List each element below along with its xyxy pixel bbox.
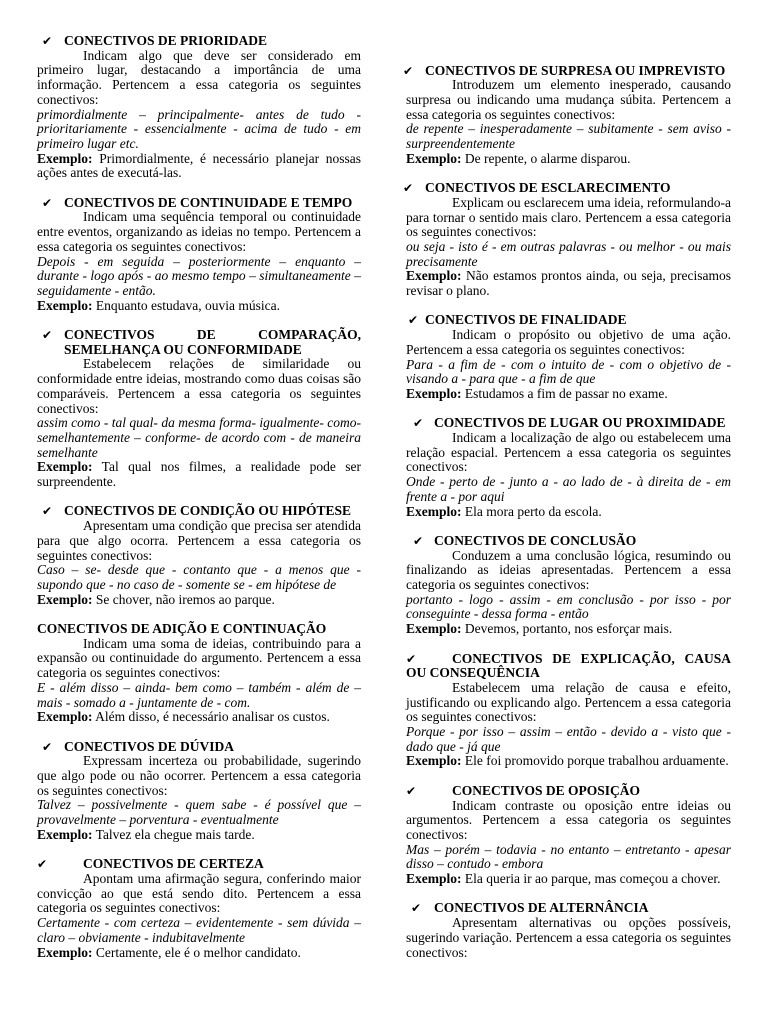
example-label: Exemplo: [37,459,93,475]
check-mark-icon [406,652,416,667]
section-heading [37,196,361,211]
example [406,754,731,769]
section-alternancia [406,901,731,960]
section-condicao [37,504,361,607]
example [406,387,731,402]
section-heading [37,328,361,357]
example-text: Talvez ela chegue mais tarde. [95,826,255,842]
section-conclusao [406,534,731,637]
example-text: Enquanto estudava, ouvia música. [95,297,280,313]
check-mark-icon [42,34,52,49]
section-title: CONECTIVOS DE CONDIÇÃO OU HIPÓTESE [64,503,352,519]
section-explicacao [406,652,731,770]
section-description: Estabelecem uma relação de causa e efeito, justificando ou explicando algo. Pertencem a essa categoria os seguintes conectivos: [406,679,731,725]
section-title: CONECTIVOS DE ADIÇÃO E CONTINUAÇÃO [37,621,327,637]
section-heading [37,504,361,519]
section-title: CONECTIVOS DE CONTINUIDADE E TEMPO [64,194,353,210]
section-adicao [37,622,361,725]
section-esclarecimento [406,181,731,299]
example-text: Estudamos a fim de passar no exame. [464,385,668,401]
example-text: Ela queria ir ao parque, mas começou a chover. [464,871,721,887]
section-title: CONECTIVOS DE CONCLUSÃO [434,532,637,548]
example [406,622,731,637]
example [406,505,731,520]
connectives-list: assim como - tal qual- da mesma forma- igualmente- como- semelhantemente – conforme- de acordo com - de maneira semelhante [37,415,361,460]
section-description: Indicam uma soma de ideias, contribuindo para a expansão ou continuidade do argumento. Pertencem a essa categoria os seguintes conectivos: [37,635,361,681]
section-heading [37,622,361,637]
section-heading [406,784,731,799]
check-mark-icon [42,740,52,755]
example-label: Exemplo: [37,591,93,607]
section-description: Apontam uma afirmação segura, conferindo maior convicção ao que está sendo dito. Pertencem a essa categoria os seguintes conectivos: [37,870,361,916]
connectives-list: ou seja - isto é - em outras palavras - ou melhor - ou mais precisamente [406,238,731,269]
section-description: Introduzem um elemento inesperado, causando surpresa ou indicando uma mudança súbita. Pertencem a essa categoria os seguintes conectivos: [406,77,731,122]
section-heading [37,740,361,755]
example-text: De repente, o alarme disparou. [464,150,631,166]
left-column [37,34,361,960]
example-text: Ele foi promovido porque trabalhou arduamente. [464,753,729,769]
example-text: Tal qual nos filmes, a realidade pode ser surpreendente. [37,459,361,490]
section-heading [406,901,731,916]
section-description: Indicam a localização de algo ou estabelecem uma relação espacial. Pertencem a essa categoria os seguintes conectivos: [406,430,731,475]
example-label: Exemplo: [406,871,462,887]
example-label: Exemplo: [406,503,462,519]
connectives-list: Onde - perto de - junto a - ao lado de - à direita de - em frente a - por aqui [406,474,731,504]
section-description: Expressam incerteza ou probabilidade, sugerindo que algo pode ou não ocorrer. Pertencem a essa categoria os seguintes conectivos: [37,753,361,798]
section-title: CONECTIVOS DE OPOSIÇÃO [452,782,641,798]
section-description: Apresentam alternativas ou opções possíveis, sugerindo variação. Pertencem a essa categoria os seguintes conectivos: [406,915,731,960]
example-text: Se chover, não iremos ao parque. [95,591,275,607]
connectives-list: de repente – inesperadamente – subitamente - sem aviso - surpreendentemente [406,121,731,152]
connectives-list: Caso – se- desde que - contanto que - a menos que - supondo que - no caso de - somente se - em hipótese de [37,562,361,592]
connectives-list: E - além disso – ainda- bem como – também - além de – mais - somado a - juntamente de - com. [37,679,361,710]
section-continuidade-tempo [37,196,361,314]
example-text: Certamente, ele é o melhor candidato. [95,944,301,960]
section-title: CONECTIVOS DE ALTERNÂNCIA [434,900,649,916]
example [406,269,731,298]
connectives-list: Depois - em seguida – posteriormente – enquanto – durante - logo após - ao mesmo tempo – simultaneamente – seguidamente - então. [37,253,361,298]
section-title: CONECTIVOS DE EXPLICAÇÃO, CAUSA OU CONSEQUÊNCIA [406,650,731,681]
check-mark-icon [413,416,423,431]
section-heading [37,857,361,872]
check-mark-icon [408,313,418,328]
section-description: Indicam o propósito ou objetivo de uma ação. Pertencem a essa categoria os seguintes conectivos: [406,327,731,357]
section-title: CONECTIVOS DE ESCLARECIMENTO [425,180,671,196]
example [37,946,361,961]
section-heading [406,416,731,431]
example-label: Exemplo: [37,709,93,725]
section-title: CONECTIVOS DE PRIORIDADE [64,33,268,48]
example-label: Exemplo: [37,944,93,960]
example-label: Exemplo: [37,150,93,166]
section-lugar [406,416,731,519]
check-mark-icon [42,196,52,211]
example [37,299,361,314]
example [37,152,361,181]
connectives-list: Mas – porém – todavia - no entanto – entretanto - apesar disso – contudo - embora [406,841,731,872]
example-label: Exemplo: [406,753,462,769]
section-comparacao [37,328,361,490]
section-description: Conduzem a uma conclusão lógica, resumindo ou finalizando as ideias apresentadas. Pertencem a essa categoria os seguintes conectivos: [406,547,731,593]
example-text: Ela mora perto da escola. [464,503,602,519]
example-label: Exemplo: [37,297,93,313]
example-label: Exemplo: [406,621,462,637]
connectives-list: primordialmente – principalmente- antes de tudo - prioritariamente - essencialmente - acima de tudo - em primeiro lugar etc. [37,106,361,151]
section-duvida [37,740,361,843]
example [37,460,361,489]
connectives-list: Porque - por isso – assim – então - devido a - visto que - dado que - já que [406,724,731,754]
section-heading [406,64,731,79]
section-title: CONECTIVOS DE DÚVIDA [64,738,235,754]
check-mark-icon [37,857,47,872]
section-heading [406,652,731,681]
right-column [406,64,731,961]
check-mark-icon [403,181,413,196]
section-title: CONECTIVOS DE CERTEZA [83,856,264,872]
section-description: Explicam ou esclarecem uma ideia, reformulando-a para tornar o sentido mais claro. Pertencem a essa categoria os seguintes conectivos: [406,194,731,240]
section-title: CONECTIVOS DE FINALIDADE [425,312,627,328]
connectives-list: Certamente - com certeza – evidentemente - sem dúvida – claro – obviamente - indubitavelmente [37,915,361,945]
check-mark-icon [42,328,52,343]
section-title: CONECTIVOS DE COMPARAÇÃO, SEMELHANÇA OU CONFORMIDADE [64,327,361,357]
example-label: Exemplo: [37,826,93,842]
check-mark-icon [42,504,52,519]
example [37,710,361,725]
connectives-list: portanto - logo - assim - em conclusão - por isso - por conseguinte - dessa forma - então [406,591,731,622]
example-label: Exemplo: [406,385,462,401]
example [37,593,361,608]
example [37,828,361,843]
section-description: Estabelecem relações de similaridade ou conformidade entre ideias, mostrando como duas coisas são comparáveis. Pertencem a essa categoria os seguintes conectivos: [37,356,361,416]
example-text: Primordialmente, é necessário planejar nossas ações antes de executá-las. [37,150,362,181]
section-title: CONECTIVOS DE LUGAR OU PROXIMIDADE [434,415,726,431]
connectives-list: Para - a fim de - com o intuito de - com o objetivo de - visando a - para que - a fim de que [406,356,731,387]
section-description: Indicam uma sequência temporal ou continuidade entre eventos, organizando as ideias no tempo. Pertencem a essa categoria os seguintes conectivos: [37,209,361,254]
example-text: Devemos, portanto, nos esforçar mais. [464,621,673,637]
check-mark-icon [403,64,413,79]
example-text: Além disso, é necessário analisar os custos. [95,709,330,725]
section-heading [406,181,731,196]
check-mark-icon [413,534,423,549]
section-oposicao [406,784,731,887]
section-description: Apresentam uma condição que precisa ser atendida para que algo ocorra. Pertencem a essa categoria os seguintes conectivos: [37,518,361,563]
section-heading [406,534,731,549]
check-mark-icon [406,784,416,799]
section-description: Indicam contraste ou oposição entre ideias ou argumentos. Pertencem a essa categoria os seguintes conectivos: [406,797,731,842]
connectives-list: Talvez – possivelmente - quem sabe - é possível que – provavelmente – porventura - eventualmente [37,797,361,828]
example [406,872,731,887]
example-label: Exemplo: [406,268,462,284]
section-heading [406,313,731,328]
section-prioridade [37,34,361,181]
section-certeza [37,857,361,960]
example-label: Exemplo: [406,150,462,166]
section-finalidade [406,313,731,401]
check-mark-icon [411,901,421,916]
section-surpresa [406,64,731,167]
example [406,152,731,167]
section-heading [37,34,361,49]
example-text: Não estamos prontos ainda, ou seja, precisamos revisar o plano. [406,268,732,299]
section-description: Indicam algo que deve ser considerado em primeiro lugar, destacando a importância de uma informação. Pertencem a essa categoria os seguintes conectivos: [37,47,361,107]
section-title: CONECTIVOS DE SURPRESA OU IMPREVISTO [425,62,726,78]
